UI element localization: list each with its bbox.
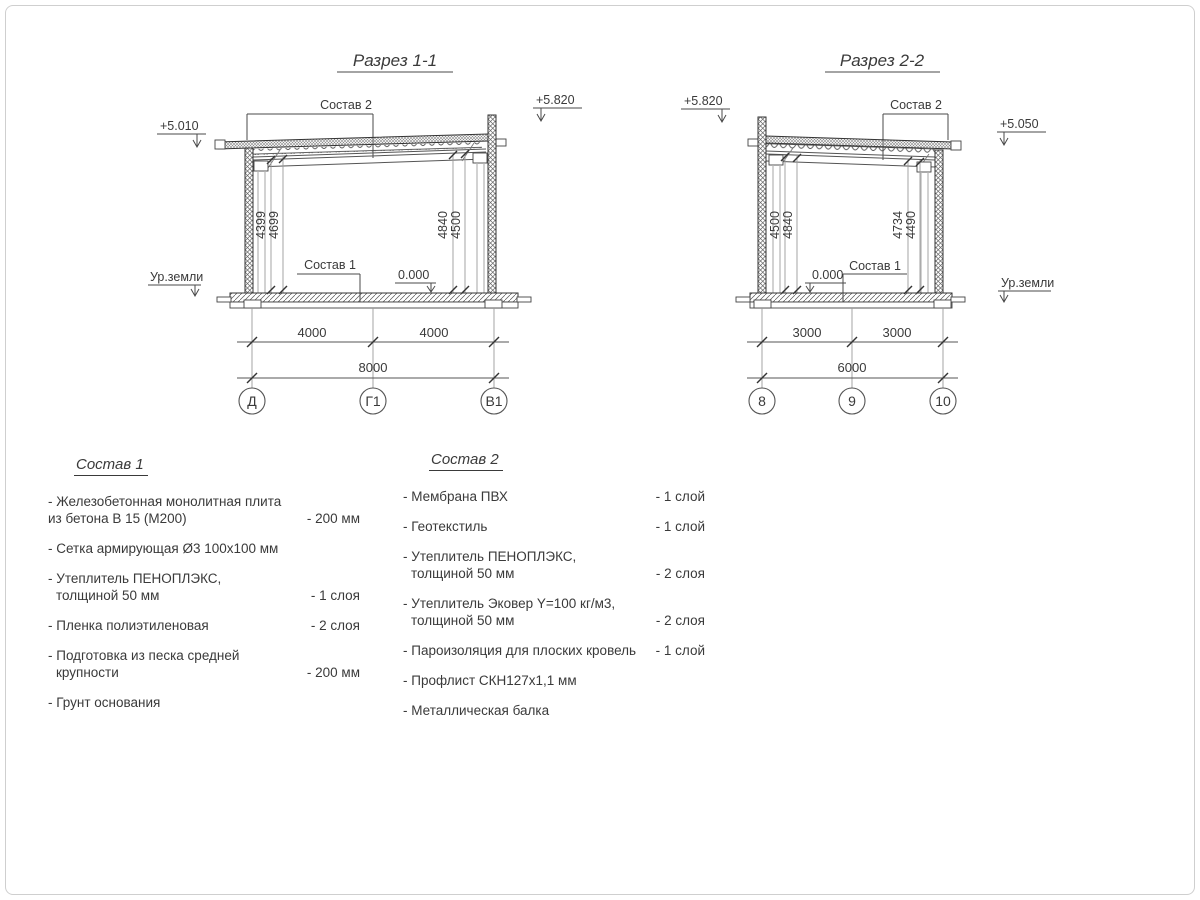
zero-level-label: 0.000 bbox=[812, 268, 844, 282]
axis-bubbles bbox=[239, 388, 507, 414]
axis-label: 9 bbox=[848, 393, 856, 409]
elevation-mark-left bbox=[681, 94, 730, 122]
height-dimension-label: 4500 bbox=[449, 211, 463, 239]
total-dimension-label: 8000 bbox=[358, 360, 388, 375]
material-layers: - 2 слоя bbox=[655, 613, 705, 628]
height-dimension-label: 4840 bbox=[781, 211, 795, 239]
section-2-drawing bbox=[681, 51, 1054, 414]
elevation-value: +5.820 bbox=[684, 94, 723, 108]
height-dimension-group-right bbox=[891, 157, 924, 294]
span-dimension-chain bbox=[747, 308, 958, 388]
ground-level-mark bbox=[998, 276, 1054, 302]
ground-level-mark bbox=[148, 270, 203, 296]
material-layers: - 1 слой bbox=[655, 519, 705, 534]
material-item: - Мембрана ПВХ - 1 слой bbox=[403, 489, 705, 504]
column-right bbox=[917, 162, 931, 293]
composition-1-title: Состав 1 bbox=[74, 456, 148, 476]
material-item: - Грунт основания bbox=[48, 695, 161, 710]
floor-composition-label: Состав 1 bbox=[849, 259, 901, 273]
span-dimension-label: 3000 bbox=[792, 325, 822, 340]
material-thickness: - 200 мм bbox=[306, 511, 360, 526]
height-dimension-label: 4490 bbox=[904, 211, 918, 239]
zero-level-arrow-icon bbox=[806, 283, 814, 292]
axis-label: 10 bbox=[935, 393, 951, 409]
span-dimension-label: 4000 bbox=[297, 325, 327, 340]
height-dimension-group-left bbox=[254, 155, 287, 294]
elevation-value: +5.050 bbox=[1000, 117, 1039, 131]
roof-composition-label: Состав 2 bbox=[890, 98, 942, 112]
height-dimension-label: 4840 bbox=[436, 211, 450, 239]
zero-level-mark bbox=[395, 268, 436, 292]
section-title: Разрез 2-2 bbox=[839, 51, 925, 70]
material-item: - Профлист СКН127х1,1 мм bbox=[403, 673, 577, 688]
section-title: Разрез 1-1 bbox=[352, 51, 438, 70]
sections-drawing-canvas bbox=[0, 0, 1200, 445]
composition-2-list bbox=[403, 451, 705, 732]
material-layers: - 1 слой bbox=[655, 489, 705, 504]
ground-level-arrow-icon bbox=[1000, 291, 1008, 302]
material-item: - Пленка полиэтиленовая - 2 слоя bbox=[48, 618, 360, 633]
composition-1-list bbox=[48, 456, 360, 724]
elevation-value: +5.820 bbox=[536, 93, 575, 107]
floor-assembly bbox=[736, 293, 965, 308]
total-dimension-label: 6000 bbox=[837, 360, 867, 375]
material-layers: - 1 слой bbox=[655, 643, 705, 658]
elevation-mark-right bbox=[997, 117, 1046, 145]
span-dimension-chain bbox=[237, 308, 509, 388]
zero-level-mark bbox=[805, 268, 846, 292]
height-dimension-label: 4734 bbox=[891, 211, 905, 239]
wall-right-parapet bbox=[488, 115, 496, 293]
elevation-mark-right bbox=[533, 93, 582, 121]
height-dimension-label: 4399 bbox=[254, 211, 268, 239]
material-thickness: - 200 мм bbox=[306, 665, 360, 680]
material-item: - Металлическая балка bbox=[403, 703, 550, 718]
material-item: - Сетка армирующая Ø3 100х100 мм bbox=[48, 541, 279, 556]
material-thickness: - 1 слоя bbox=[310, 588, 360, 603]
wall-left bbox=[245, 148, 253, 293]
height-dimension-label: 4699 bbox=[267, 211, 281, 239]
material-item: - Утеплитель Эковер Y=100 кг/м3, толщиной 50 мм - 2 слоя bbox=[403, 596, 705, 628]
material-item: - Железобетонная монолитная плита из бетона В 15 (М200) - 200 мм bbox=[48, 494, 360, 526]
composition-2-title: Состав 2 bbox=[429, 451, 503, 471]
material-layers: - 2 слоя bbox=[655, 566, 705, 581]
wall-left-parapet bbox=[758, 117, 766, 293]
axis-label: Г1 bbox=[365, 393, 381, 409]
material-thickness: - 2 слоя bbox=[310, 618, 360, 633]
elevation-arrow-icon bbox=[1000, 132, 1008, 145]
axis-label: Д bbox=[247, 393, 257, 409]
column-right bbox=[473, 153, 487, 293]
wall-right bbox=[935, 150, 943, 293]
ground-level-label: Ур.земли bbox=[150, 270, 204, 284]
ground-level-label: Ур.земли bbox=[1001, 276, 1055, 290]
material-item: - Геотекстиль - 1 слой bbox=[403, 519, 705, 534]
height-dimension-label: 4500 bbox=[768, 211, 782, 239]
height-dimension-group-right bbox=[436, 150, 469, 294]
floor-composition-label: Состав 1 bbox=[304, 258, 356, 272]
roof-composition-label: Состав 2 bbox=[320, 98, 372, 112]
zero-level-label: 0.000 bbox=[398, 268, 430, 282]
axis-label: В1 bbox=[485, 393, 503, 409]
material-item: - Подготовка из песка средней крупности - 200 мм bbox=[48, 648, 360, 680]
material-item: - Утеплитель ПЕНОПЛЭКС, толщиной 50 мм - 1 слоя bbox=[48, 571, 360, 603]
material-item: - Пароизоляция для плоских кровель - 1 слой bbox=[403, 643, 705, 658]
axis-label: 8 bbox=[758, 393, 766, 409]
axis-bubbles bbox=[749, 388, 956, 414]
elevation-arrow-icon bbox=[537, 108, 545, 121]
span-dimension-label: 4000 bbox=[419, 325, 449, 340]
elevation-value: +5.010 bbox=[160, 119, 199, 133]
floor-assembly bbox=[217, 293, 531, 308]
ground-level-arrow-icon bbox=[191, 285, 199, 296]
material-item: - Утеплитель ПЕНОПЛЭКС, толщиной 50 мм - 2 слоя bbox=[403, 549, 705, 581]
elevation-mark-left bbox=[157, 119, 206, 147]
elevation-arrow-icon bbox=[193, 134, 201, 147]
section-1-drawing bbox=[148, 51, 582, 414]
zero-level-arrow-icon bbox=[427, 283, 435, 292]
span-dimension-label: 3000 bbox=[882, 325, 912, 340]
elevation-arrow-icon bbox=[718, 109, 726, 122]
